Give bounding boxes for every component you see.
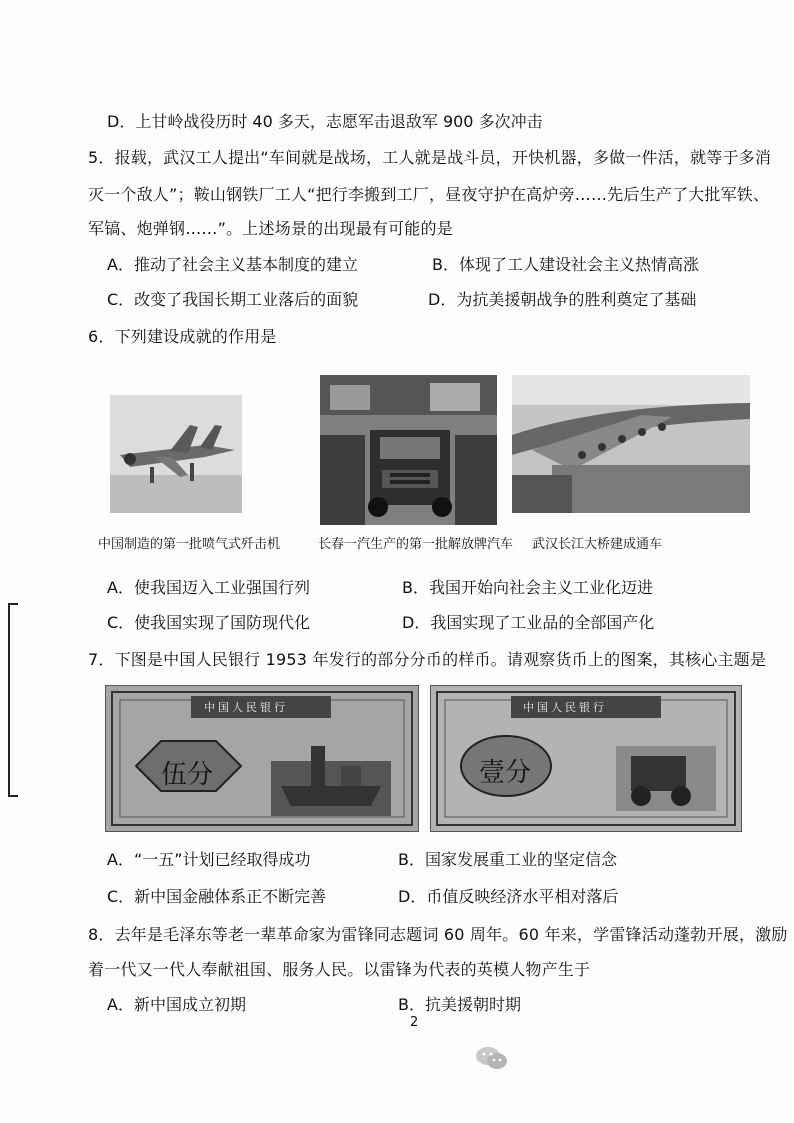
banknote-five-fen xyxy=(105,685,419,832)
q7-option-a: A．“一五”计划已经取得成功 xyxy=(107,850,311,869)
wechat-icon xyxy=(475,1045,509,1071)
q6-option-c: C．使我国实现了国防现代化 xyxy=(107,613,311,632)
q5-stem-line-1: 5．报载，武汉工人提出“车间就是战场，工人就是战斗员，开快机器，多做一件活，就等于多消 xyxy=(88,148,772,167)
q5-option-b: B．体现了工人建设社会主义热情高涨 xyxy=(432,255,699,274)
truck-image xyxy=(320,375,497,525)
jet-fighter-photo xyxy=(110,395,242,513)
banknote-one-fen xyxy=(430,685,742,832)
q7-stem: 7．下图是中国人民银行 1953 年发行的部分分币的样币。请观察货币上的图案，其核心主题是 xyxy=(88,650,767,669)
q7-option-c: C．新中国金融体系正不断完善 xyxy=(107,887,327,906)
q6-option-d: D．我国实现了工业品的全部国产化 xyxy=(402,613,655,632)
q5-option-c: C．改变了我国长期工业落后的面貌 xyxy=(107,290,359,309)
q6-option-b: B．我国开始向社会主义工业化迈进 xyxy=(402,578,653,597)
q6-stem: 6．下列建设成就的作用是 xyxy=(88,327,277,346)
q5-stem-line-2: 灭一个敌人”；鞍山钢铁厂工人“把行李搬到工厂，昼夜守护在高炉旁……先后生产了大批军铁、 xyxy=(88,185,770,204)
bridge-caption: 武汉长江大桥建成通车 xyxy=(532,537,663,552)
q5-option-a: A．推动了社会主义基本制度的建立 xyxy=(107,255,358,274)
banknote-five-fen-bank: 中国人民银行 xyxy=(204,701,288,714)
q8-option-b: B．抗美援朝时期 xyxy=(398,995,521,1014)
banknote-one-fen-denomination: 壹分 xyxy=(479,758,532,788)
q5-option-d: D．为抗美援朝战争的胜利奠定了基础 xyxy=(428,290,697,309)
q7-option-d: D．币值反映经济水平相对落后 xyxy=(398,887,619,906)
jet-fighter-caption: 中国制造的第一批喷气式歼击机 xyxy=(98,537,281,552)
banknote-five-fen-denomination: 伍分 xyxy=(161,760,214,790)
truck-caption: 长春一汽生产的第一批解放牌汽车 xyxy=(318,537,514,552)
q8-stem-line-1: 8．去年是毛泽东等老一辈革命家为雷锋同志题词 60 周年。60 年来，学雷锋活动蓬勃开展，激励 xyxy=(88,925,788,944)
q4-option-d: D．上甘岭战役历时 40 多天，志愿军击退敌军 900 多次冲击 xyxy=(107,112,543,131)
truck-photo xyxy=(320,375,497,525)
margin-bracket xyxy=(8,603,18,797)
page-number: 2 xyxy=(410,1015,419,1030)
q8-option-a: A．新中国成立初期 xyxy=(107,995,246,1014)
q8-stem-line-2: 着一代又一代人奉献祖国、服务人民。以雷锋为代表的英模人物产生于 xyxy=(88,960,591,979)
q6-option-a: A．使我国迈入工业强国行列 xyxy=(107,578,310,597)
banknote-one-fen-bank: 中国人民银行 xyxy=(523,701,607,714)
bridge-image xyxy=(512,375,750,513)
q5-stem-line-3: 军镐、炮弹钢……”。上述场景的出现最有可能的是 xyxy=(88,219,453,238)
jet-fighter-image xyxy=(110,395,242,513)
bridge-photo xyxy=(512,375,750,513)
q7-option-b: B．国家发展重工业的坚定信念 xyxy=(398,850,617,869)
